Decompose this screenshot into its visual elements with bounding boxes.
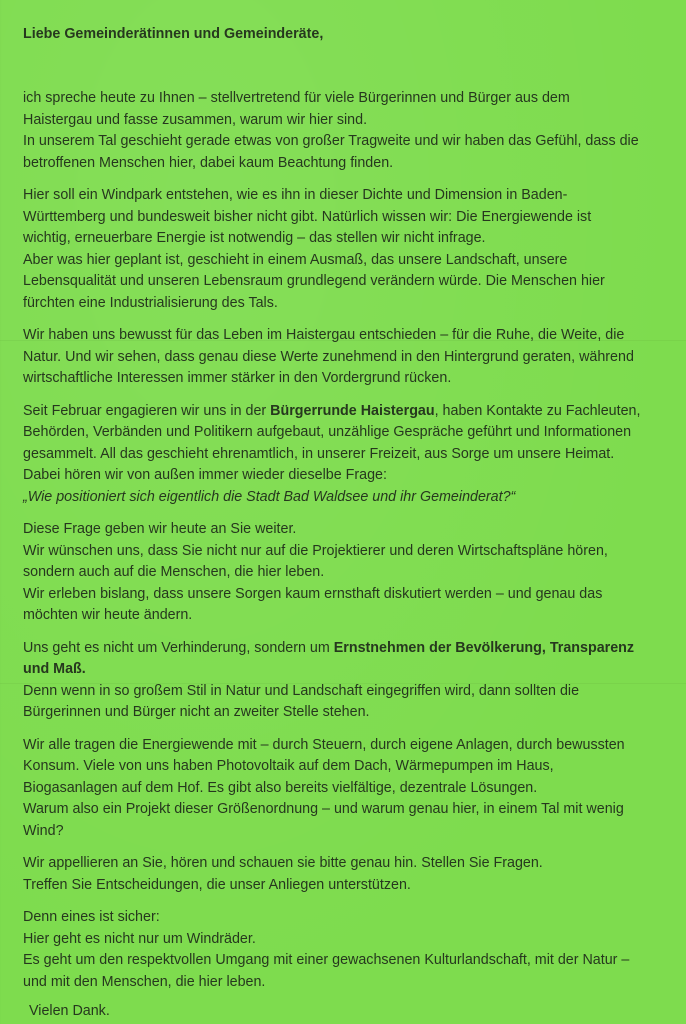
text-line: Treffen Sie Entscheidungen, die unser Anliegen unterstützen. [23, 876, 411, 893]
text-line: Wir appellieren an Sie, hören und schauen sie bitte genau hin. Stellen Sie Fragen. [23, 855, 543, 871]
text-line: Dabei hören wir von außen immer wieder dieselbe Frage: [23, 467, 387, 483]
paragraph-windpark [23, 185, 668, 314]
text-segment: Seit Februar engagieren wir uns in der [23, 402, 271, 419]
text-line: Aber was hier geplant ist, geschieht in einem Ausmaß, das unsere Landschaft, unsere [23, 251, 568, 268]
text-line: und mit den Menschen, die hier leben. [23, 973, 266, 990]
text-line: betroffenen Menschen hier, dabei kaum Beachtung finden. [23, 154, 394, 171]
text-segment: Uns geht es nicht um Verhinderung, sondern um [23, 639, 334, 656]
demands-bold: Ernstnehmen der Bevölkerung, Transparenz [333, 639, 635, 656]
text-line: Diese Frage geben wir heute an Sie weiter. [23, 521, 297, 537]
text-line: Biogasanlagen auf dem Hof. Es gibt also bereits vielfältige, dezentrale Lösungen. [23, 779, 538, 796]
text-line: sondern auch auf die Menschen, die hier leben. [23, 564, 325, 580]
text-line: wichtig, erneuerbare Energie ist notwendig – das stellen wir nicht infrage. [23, 230, 486, 246]
paragraph-question [23, 519, 668, 627]
text-line: fürchten eine Industrialisierung des Tals. [23, 294, 278, 311]
text-line [23, 401, 668, 423]
text-segment: , haben Kontakte zu Fachleuten, [434, 402, 641, 419]
text-line: Es geht um den respektvollen Umgang mit einer gewachsenen Kulturlandschaft, mit der Natur – [23, 952, 630, 968]
text-line: Denn wenn in so großem Stil in Natur und Landschaft eingegriffen wird, dann sollten die [23, 682, 580, 699]
paragraph-conclusion [23, 907, 668, 993]
text-line: Wir alle tragen die Energiewende mit – durch Steuern, durch eigene Anlagen, durch bewussten [23, 736, 625, 753]
paragraph-energy-transition [23, 735, 668, 843]
text-line: Bürgerinnen und Bürger nicht an zweiter Stelle stehen. [23, 704, 370, 720]
text-line: Hier geht es nicht nur um Windräder. [23, 930, 256, 947]
letter-body [23, 88, 668, 1004]
text-line: möchten wir heute ändern. [23, 607, 193, 623]
text-line: Lebensqualität und unseren Lebensraum grundlegend verändern würde. Die Menschen hier [23, 273, 605, 289]
text-line [23, 638, 668, 660]
group-name-bold: Bürgerrunde Haistergau [270, 402, 435, 419]
text-line: Wir haben uns bewusst für das Leben im Haistergau entschieden – für die Ruhe, die Weite, die [23, 327, 625, 343]
salutation: Liebe Gemeinderätinnen und Gemeinderäte, [23, 26, 324, 42]
text-line: Wind? [23, 822, 64, 839]
text-line: Denn eines ist sicher: [23, 909, 160, 925]
paragraph-demands [23, 638, 668, 724]
text-line: Natur. Und wir sehen, dass genau diese Werte zunehmend in den Hintergrund geraten, während [23, 348, 634, 365]
text-line: Warum also ein Projekt dieser Größenordnung – und warum genau hier, in einem Tal mit wenig [23, 801, 624, 817]
text-line: gesammelt. All das geschieht ehrenamtlich, in unserer Freizeit, aus Sorge um unsere Heimat. [23, 445, 615, 462]
text-line: In unserem Tal geschieht gerade etwas von großer Tragweite und wir haben das Gefühl, dass die [23, 133, 639, 149]
paragraph-intro [23, 88, 668, 174]
paragraph-engagement [23, 401, 668, 509]
text-line: Württemberg und bundesweit bisher nicht gibt. Natürlich wissen wir: Die Energiewende ist [23, 208, 592, 225]
text-line: wirtschaftliche Interessen immer stärker in den Vordergrund rücken. [23, 370, 452, 386]
text-line: Konsum. Viele von uns haben Photovoltaik auf dem Dach, Wärmepumpen im Haus, [23, 758, 554, 774]
text-line: ich spreche heute zu Ihnen – stellvertretend für viele Bürgerinnen und Bürger aus dem [23, 90, 570, 106]
demands-bold: und Maß. [23, 661, 86, 677]
text-line: Wir erleben bislang, dass unsere Sorgen kaum ernsthaft diskutiert werden – und genau das [23, 585, 603, 602]
paragraph-values [23, 325, 668, 390]
closing: Vielen Dank. [29, 1003, 110, 1019]
text-line: Haistergau und fasse zusammen, warum wir hier sind. [23, 111, 368, 128]
text-line: Behörden, Verbänden und Politikern aufgebaut, unzählige Gespräche geführt und Informationen [23, 424, 632, 440]
text-line: Hier soll ein Windpark entstehen, wie es ihn in dieser Dichte und Dimension in Baden- [23, 187, 568, 203]
paragraph-appeal [23, 853, 668, 896]
question-quote: „Wie positioniert sich eigentlich die Stadt Bad Waldsee und ihr Gemeinderat?“ [23, 488, 516, 505]
text-line: Wir wünschen uns, dass Sie nicht nur auf die Projektierer und deren Wirtschaftspläne hören, [23, 542, 608, 559]
